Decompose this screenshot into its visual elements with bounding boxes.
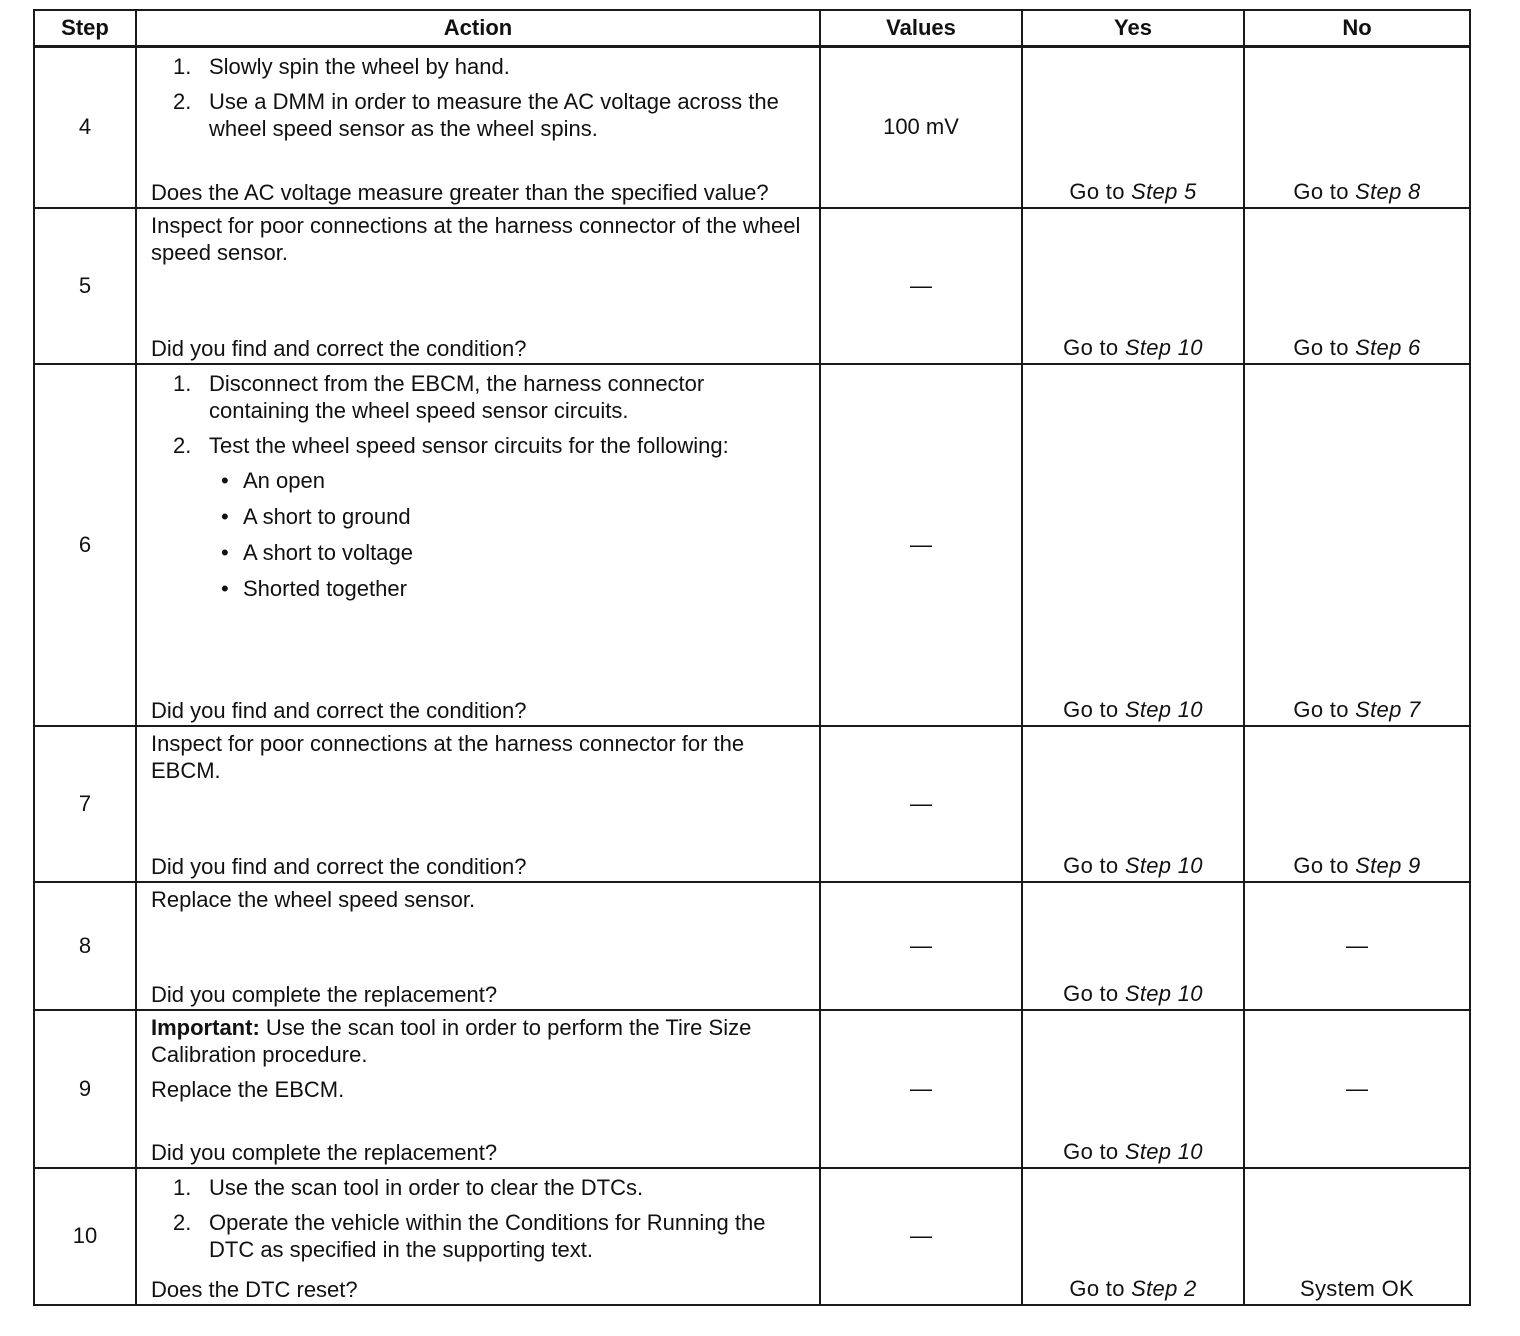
action-question: Does the DTC reset? [151, 1276, 358, 1302]
no-link[interactable]: Go to Step 8 [1293, 178, 1421, 204]
action-question: Did you find and correct the condition? [151, 697, 527, 723]
action-question: Did you complete the replacement? [151, 981, 498, 1007]
yes-cell [1022, 726, 1244, 882]
value-cell: — [820, 882, 1022, 1010]
step-number: 8 [34, 882, 136, 1010]
bullet-item: • A short to voltage [209, 539, 809, 566]
step-number: 10 [34, 1168, 136, 1305]
action-question: Did you find and correct the condition? [151, 853, 527, 879]
yes-cell [1022, 1010, 1244, 1168]
action-question: Did you complete the replacement? [151, 1139, 498, 1165]
important-label: Important: [151, 1014, 260, 1040]
table-row [34, 726, 1470, 882]
header-row [34, 10, 1470, 47]
yes-link[interactable]: Go to Step 10 [1063, 852, 1203, 878]
action-item: 1. Use the scan tool in order to clear the DTCs. [173, 1174, 644, 1200]
action-text: Inspect for poor connections at the harness connector of the wheel speed sensor. [151, 212, 801, 265]
action-cell [136, 1168, 820, 1305]
yes-cell [1022, 47, 1244, 208]
yes-cell [1022, 882, 1244, 1010]
bullet-item: • An open [209, 467, 809, 494]
action-question: Does the AC voltage measure greater than the specified value? [151, 179, 769, 205]
diagnostic-table [33, 9, 1471, 1306]
action-item: 1. Slowly spin the wheel by hand. [173, 54, 510, 79]
no-cell [1244, 208, 1470, 364]
action-item: 2. Operate the vehicle within the Conditions for Running the DTC as specified in the supporting text. [173, 1209, 766, 1262]
action-item: 1. Disconnect from the EBCM, the harness connector containing the wheel speed sensor circuits. [173, 370, 705, 423]
yes-link[interactable]: Go to Step 10 [1063, 980, 1203, 1006]
action-cell [136, 726, 820, 882]
no-cell [1244, 726, 1470, 882]
header-action: Action [136, 10, 820, 47]
yes-link[interactable]: Go to Step 10 [1063, 1138, 1203, 1164]
table-row [34, 1010, 1470, 1168]
no-cell: — [1244, 1010, 1470, 1168]
action-text: Inspect for poor connections at the harness connector for the EBCM. [151, 730, 745, 783]
no-cell [1244, 1168, 1470, 1305]
value-cell: — [820, 364, 1022, 726]
table-row [34, 47, 1470, 208]
bullet-item: • A short to ground [209, 503, 809, 530]
value-cell: — [820, 726, 1022, 882]
action-cell [136, 1010, 820, 1168]
no-cell: — [1244, 882, 1470, 1010]
step-number: 5 [34, 208, 136, 364]
table-row [34, 1168, 1470, 1305]
yes-cell [1022, 364, 1244, 726]
action-question: Did you find and correct the condition? [151, 335, 527, 361]
table-row [34, 882, 1470, 1010]
yes-cell [1022, 1168, 1244, 1305]
bullet-item: • Shorted together [209, 575, 809, 602]
step-number: 6 [34, 364, 136, 726]
no-link[interactable]: Go to Step 7 [1293, 696, 1421, 722]
header-yes: Yes [1022, 10, 1244, 47]
no-cell [1244, 47, 1470, 208]
yes-link[interactable]: Go to Step 5 [1069, 178, 1197, 204]
value-cell: 100 mV [820, 47, 1022, 208]
action-cell [136, 882, 820, 1010]
action-cell [136, 47, 820, 208]
no-cell [1244, 364, 1470, 726]
no-link[interactable]: Go to Step 6 [1293, 334, 1421, 360]
yes-link[interactable]: Go to Step 10 [1063, 334, 1203, 360]
value-cell: — [820, 1168, 1022, 1305]
bullet-list [209, 467, 809, 602]
action-item: 2. Test the wheel speed sensor circuits for the following: • An open • A short to ground • A short to voltage • Shorted together [151, 432, 809, 602]
table-row [34, 208, 1470, 364]
header-values: Values [820, 10, 1022, 47]
step-number: 4 [34, 47, 136, 208]
no-result: System OK [1300, 1275, 1414, 1301]
action-text: Replace the wheel speed sensor. [151, 886, 476, 912]
value-cell: — [820, 208, 1022, 364]
yes-cell [1022, 208, 1244, 364]
important-note: Important: Use the scan tool in order to perform the Tire Size Calibration procedure. [151, 1014, 752, 1067]
header-step: Step [34, 10, 136, 47]
header-no: No [1244, 10, 1470, 47]
step-number: 9 [34, 1010, 136, 1168]
step-number: 7 [34, 726, 136, 882]
yes-link[interactable]: Go to Step 10 [1063, 696, 1203, 722]
value-cell: — [820, 1010, 1022, 1168]
action-item: 2. Use a DMM in order to measure the AC voltage across the wheel speed sensor as the wheel spins. [173, 89, 779, 141]
no-link[interactable]: Go to Step 9 [1293, 852, 1421, 878]
yes-link[interactable]: Go to Step 2 [1069, 1275, 1197, 1301]
action-text: Replace the EBCM. [151, 1076, 345, 1102]
table-row [34, 364, 1470, 726]
action-cell [136, 364, 820, 726]
action-cell [136, 208, 820, 364]
